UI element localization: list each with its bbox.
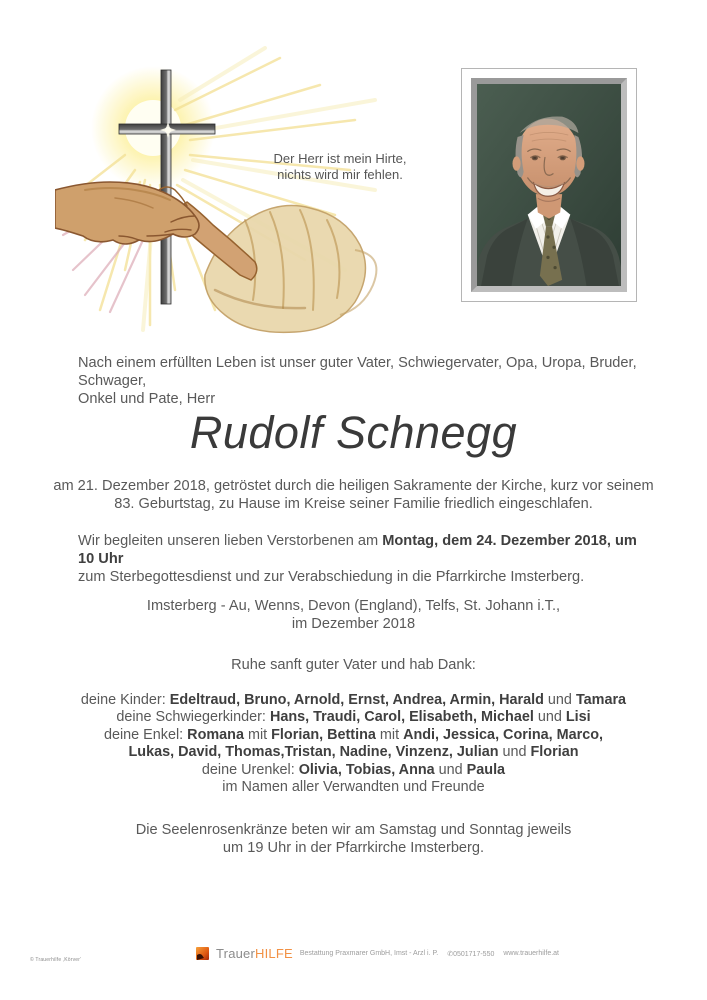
farewell-line: Ruhe sanft guter Vater und hab Dank: bbox=[231, 657, 476, 673]
footer-info bbox=[300, 950, 559, 958]
portrait-photo-frame bbox=[461, 68, 637, 302]
footer-company: Bestattung Praxmarer GmbH, Imst - Arzl i. P. bbox=[299, 950, 439, 957]
funeral-info-paragraph: Wir begleiten unseren lieben Verstorbenen am Montag, dem 24. Dezember 2018, um 10 Uhr zum Sterbegottesdienst und zur Verabschiedung in die Pfarrkirche Imsterberg. bbox=[78, 533, 637, 586]
artwork-copyright: © Trauerhilfe ‚Körver‘ bbox=[30, 957, 82, 963]
rosary-notice: Die Seelenrosenkränze beten wir am Samstag und Sonntag jeweils um 19 Uhr in der Pfarrkirche Imsterberg. bbox=[135, 822, 572, 857]
sleeve-drape bbox=[205, 206, 377, 333]
family-names-block: deine Kinder: Edeltraud, Bruno, Arnold, Ernst, Andrea, Armin, Harald und Tamara deine Schwiegerkinder: Hans, Traudi, Carol, Elisabeth, Michael und Lisi deine Enkel: Romana mit Florian, Bettina mit Andi, Jessica, Corina, Marco, Lukas, David, Thomas,Tristan, Nadine, Vinzenz, Julian und Florian deine Urenkel: Olivia, Tobias, Anna und Paula im Namen aller Verwandten und Freunde bbox=[80, 692, 627, 796]
footer-phone bbox=[447, 950, 494, 958]
trauerhilfe-logo-icon bbox=[196, 947, 209, 960]
trauerhilfe-brand bbox=[216, 946, 293, 961]
bible-quote: Der Herr ist mein Hirte, nichts wird mir fehlen. bbox=[273, 151, 407, 182]
portrait-photo bbox=[471, 78, 627, 292]
brand-part-orange: HILFE bbox=[255, 946, 293, 961]
deceased-name: Rudolf Schnegg bbox=[189, 407, 518, 458]
brand-part-gray: Trauer bbox=[216, 946, 256, 961]
cross-and-hands-artwork bbox=[55, 40, 415, 345]
footer bbox=[196, 946, 559, 961]
footer-website: www.trauerhilfe.at bbox=[503, 950, 559, 957]
hand-of-god bbox=[55, 182, 199, 244]
death-details-paragraph: am 21. Dezember 2018, getröstet durch die heiligen Sakramente der Kirche, kurz vor seinem 83. Geburtstag, zu Hause im Kreise seiner Familie friedlich eingeschlafen. bbox=[53, 478, 654, 513]
cross-and-hands-illustration bbox=[55, 40, 415, 345]
phone-number: 0501717-550 bbox=[453, 950, 495, 958]
phone-icon: ✆ bbox=[447, 950, 454, 958]
places-line: Imsterberg - Au, Wenns, Devon (England), Telfs, St. Johann i.T., im Dezember 2018 bbox=[146, 598, 561, 633]
intro-paragraph: Nach einem erfüllten Leben ist unser guter Vater, Schwiegervater, Opa, Uropa, Bruder, Schwager, Onkel und Pate, Herr bbox=[78, 355, 637, 408]
portrait-photo-illustration bbox=[477, 84, 621, 286]
